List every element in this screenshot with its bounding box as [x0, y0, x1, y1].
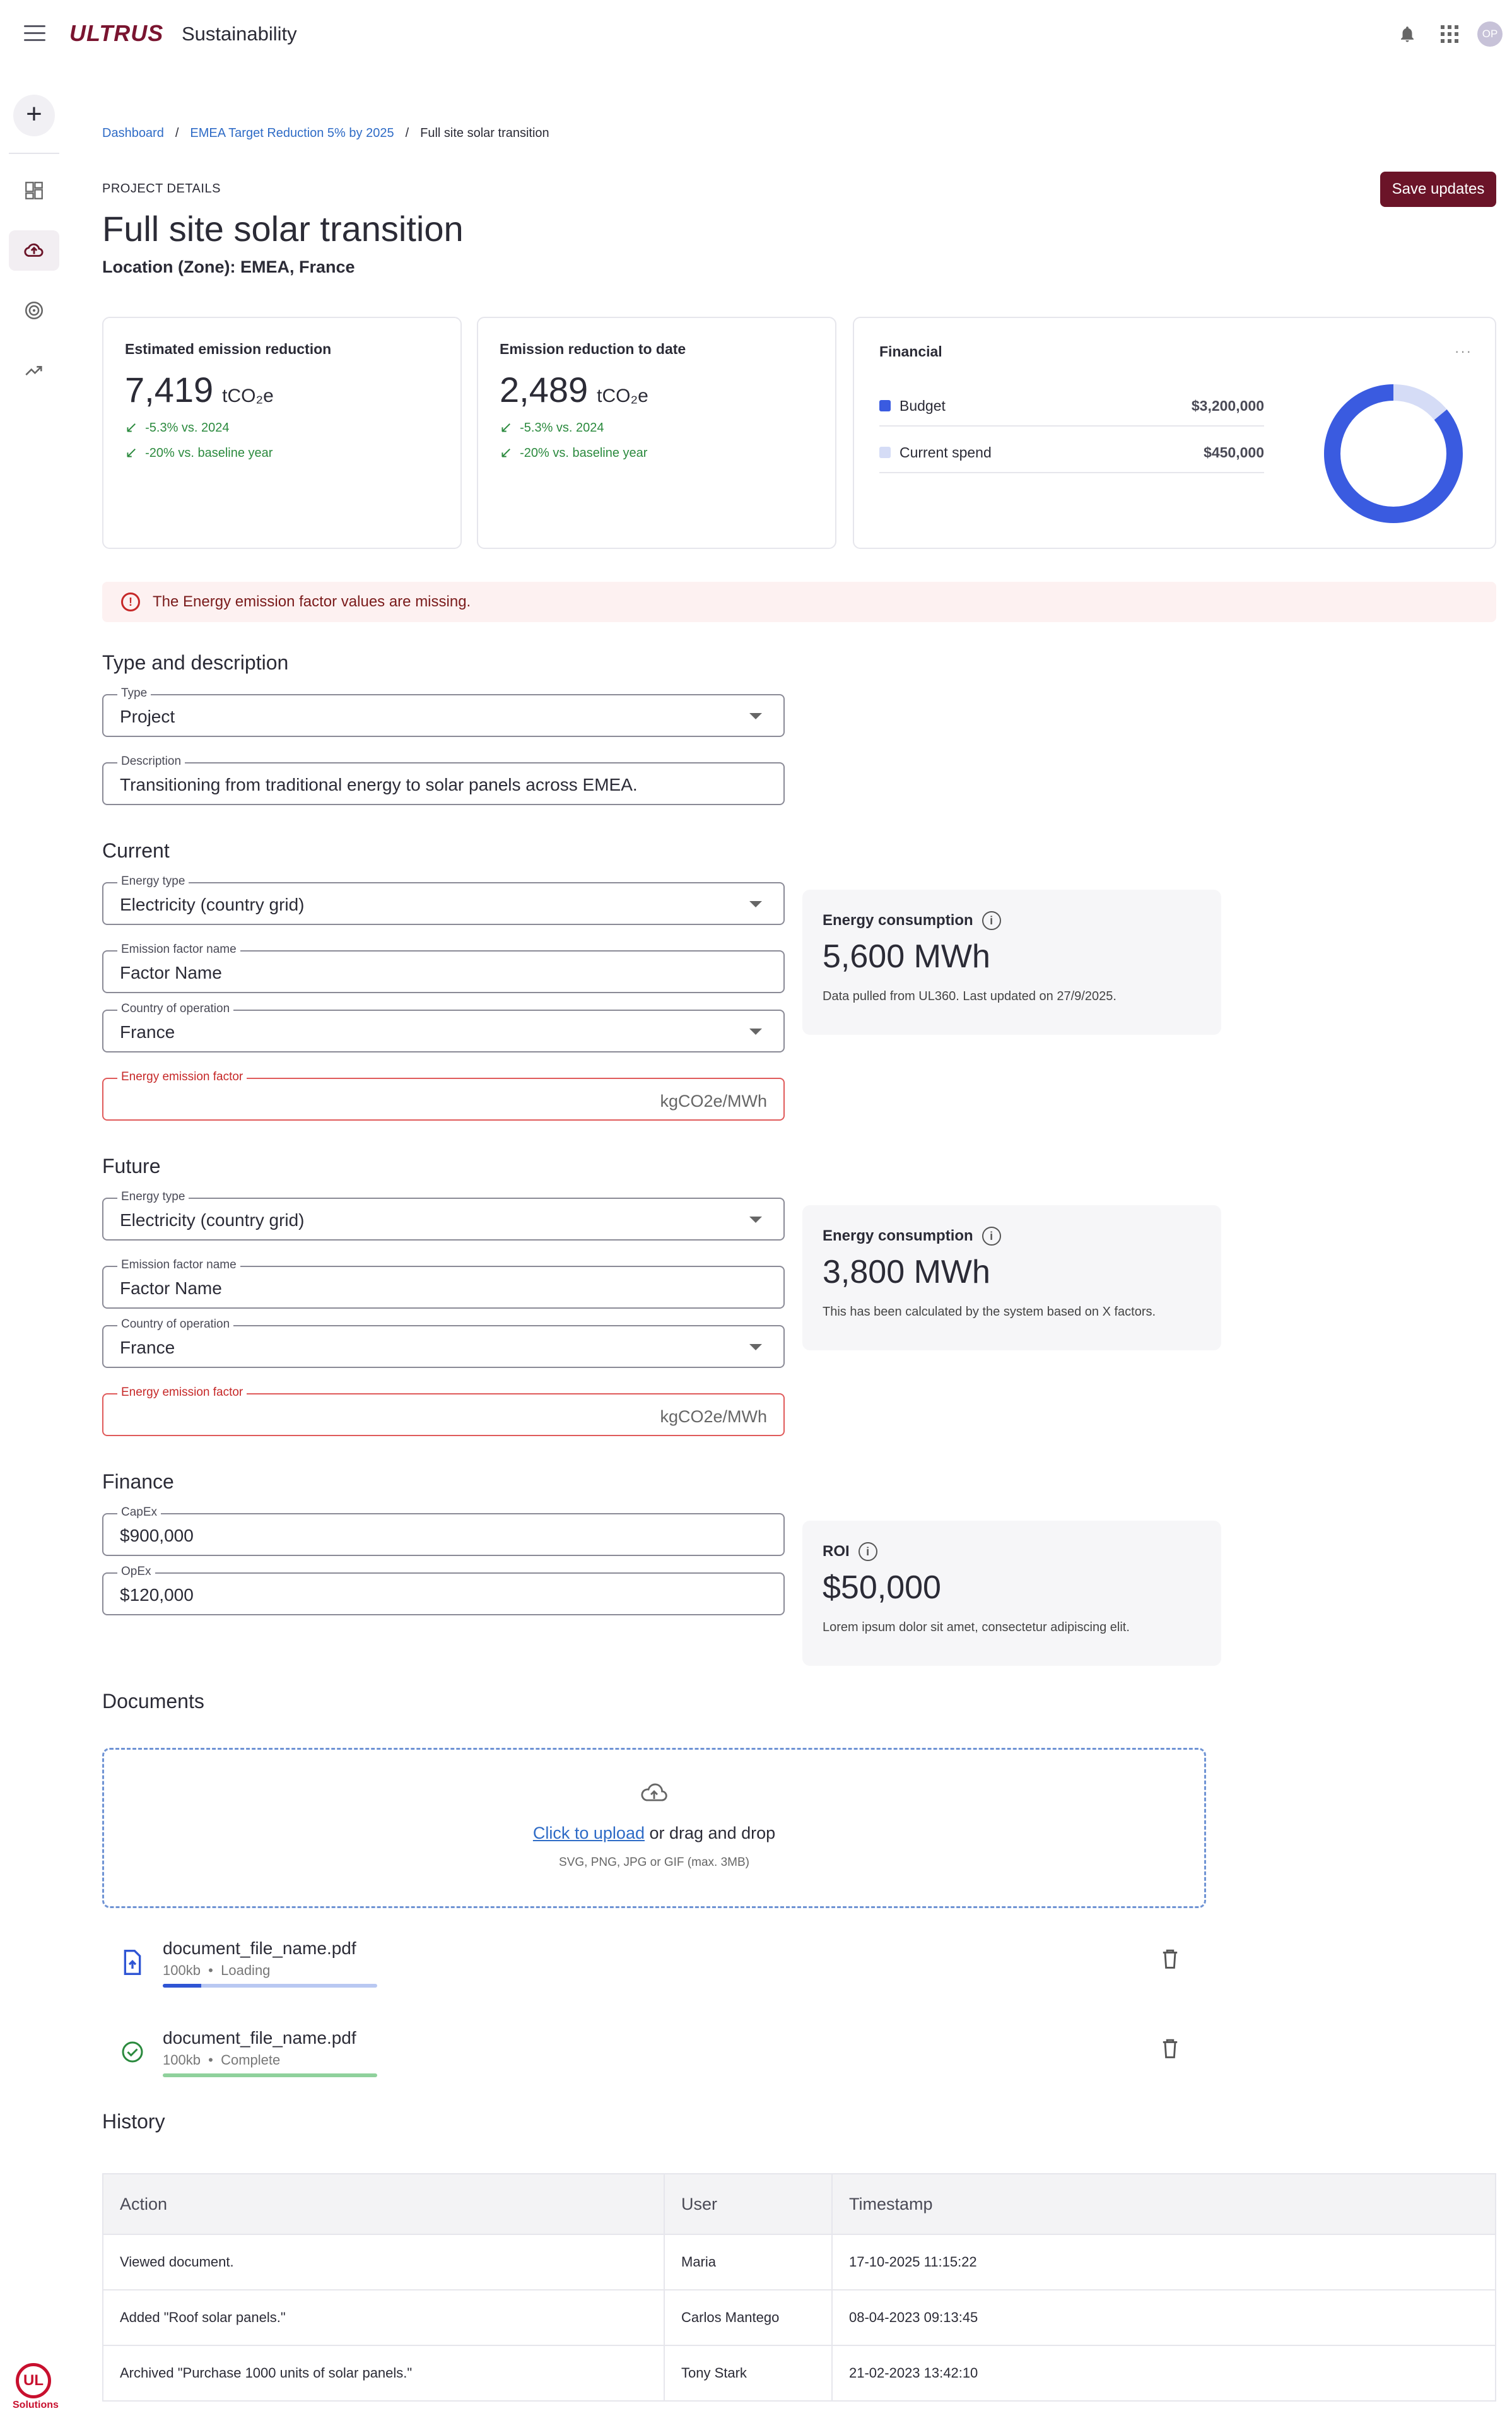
current-spend-row: Current spend $450,000: [879, 433, 1264, 473]
info-icon[interactable]: i: [982, 911, 1001, 930]
delete-icon[interactable]: [1162, 1948, 1178, 1969]
upload-progress-bar: [163, 1984, 377, 1988]
reduction-to-date-card: [477, 317, 836, 549]
metric-unit: tCO₂e: [222, 386, 274, 406]
trend-down-icon: ↙: [500, 444, 513, 461]
future-country-select[interactable]: Country of operation France: [102, 1325, 785, 1368]
financial-card: [853, 317, 1496, 549]
file-upload-icon: [121, 1950, 144, 1975]
current-country-select[interactable]: Country of operation France: [102, 1010, 785, 1052]
add-button[interactable]: +: [13, 95, 55, 136]
column-header: Action: [103, 2174, 664, 2234]
metric-title: Emission reduction to date: [500, 341, 686, 357]
top-bar: [0, 0, 1512, 69]
trend-down-icon: ↙: [125, 419, 138, 436]
file-meta: 100kb • Loading: [163, 1962, 271, 1978]
trend-row: ↙ -20% vs. baseline year: [125, 444, 273, 461]
file-item: [102, 2025, 1206, 2095]
column-header: User: [664, 2174, 832, 2234]
cloud-upload-icon: [639, 1780, 669, 1805]
error-icon: !: [121, 592, 140, 611]
financial-title: Financial: [879, 343, 942, 360]
current-emission-factor-field[interactable]: Energy emission factor kgCO2e/MWh: [102, 1078, 785, 1121]
user-avatar[interactable]: OP: [1477, 21, 1503, 47]
history-section-title: History: [102, 2110, 165, 2133]
roi-value: $50,000: [823, 1569, 941, 1606]
breadcrumb-separator: /: [405, 126, 409, 140]
financial-donut-chart: [1321, 381, 1466, 526]
missing-values-alert: ! The Energy emission factor values are missing.: [102, 582, 1496, 622]
page-eyebrow: PROJECT DETAILS: [102, 182, 221, 196]
metric-unit: tCO₂e: [597, 386, 648, 406]
target-nav-icon[interactable]: [9, 290, 59, 331]
current-consumption-panel: Energy consumption i 5,600 MWh Data pulled from UL360. Last updated on 27/9/2025.: [802, 890, 1221, 1035]
upload-progress-bar: [163, 2073, 377, 2077]
dashboard-nav-icon[interactable]: [9, 170, 59, 211]
delete-icon[interactable]: [1162, 2038, 1178, 2058]
rail-divider: [9, 153, 59, 154]
hamburger-menu-icon[interactable]: [24, 25, 45, 42]
consumption-note: This has been calculated by the system based on X factors.: [823, 1305, 1156, 1319]
chevron-down-icon: [749, 713, 762, 719]
cloud-upload-nav-icon[interactable]: [9, 230, 59, 271]
future-factor-name-field[interactable]: Emission factor name Factor Name: [102, 1266, 785, 1309]
product-name: Sustainability: [182, 23, 297, 45]
consumption-value: 3,800 MWh: [823, 1254, 990, 1290]
trend-row: ↙ -20% vs. baseline year: [500, 444, 648, 461]
breadcrumb-current: Full site solar transition: [420, 126, 549, 140]
file-item: [102, 1936, 1206, 2005]
table-row: Added "Roof solar panels." Carlos Mantego 08-04-2023 09:13:45: [103, 2290, 1496, 2345]
opex-field[interactable]: OpEx $120,000: [102, 1572, 785, 1615]
trend-down-icon: ↙: [125, 444, 138, 461]
left-nav-rail: [0, 69, 68, 2423]
finance-section-title: Finance: [102, 1470, 174, 1493]
file-name: document_file_name.pdf: [163, 1938, 356, 1958]
check-circle-icon: [121, 2039, 144, 2065]
breadcrumb-dashboard[interactable]: Dashboard: [102, 126, 164, 140]
brand-logo: ULTRUS: [69, 20, 164, 46]
upload-hint: SVG, PNG, JPG or GIF (max. 3MB): [559, 1856, 749, 1869]
type-section-title: Type and description: [102, 651, 289, 674]
consumption-value: 5,600 MWh: [823, 938, 990, 975]
description-field[interactable]: Description Transitioning from traditional energy to solar panels across EMEA.: [102, 762, 785, 805]
page-title: Full site solar transition: [102, 209, 464, 249]
current-energy-type-select[interactable]: Energy type Electricity (country grid): [102, 882, 785, 925]
apps-grid-icon[interactable]: [1441, 25, 1458, 43]
chevron-down-icon: [749, 1344, 762, 1350]
type-select[interactable]: Type Project: [102, 694, 785, 737]
capex-field[interactable]: CapEx $900,000: [102, 1513, 785, 1556]
info-icon[interactable]: i: [982, 1227, 1001, 1246]
chevron-down-icon: [749, 1217, 762, 1223]
trend-down-icon: ↙: [500, 419, 513, 436]
table-row: Archived "Purchase 1000 units of solar panels." Tony Stark 21-02-2023 13:42:10: [103, 2345, 1496, 2401]
trend-row: ↙ -5.3% vs. 2024: [125, 419, 230, 436]
metric-value: 7,419 tCO₂e: [125, 370, 274, 410]
file-dropzone[interactable]: Click to upload or drag and drop SVG, PNG, JPG or GIF (max. 3MB): [102, 1748, 1206, 1908]
breadcrumb-target[interactable]: EMEA Target Reduction 5% by 2025: [190, 126, 394, 140]
chevron-down-icon: [749, 901, 762, 907]
trend-row: ↙ -5.3% vs. 2024: [500, 419, 604, 436]
project-location: Location (Zone): EMEA, France: [102, 257, 355, 276]
notifications-bell-icon[interactable]: [1398, 24, 1417, 44]
trending-up-nav-icon[interactable]: [9, 350, 59, 391]
info-icon[interactable]: i: [859, 1542, 877, 1561]
future-section-title: Future: [102, 1155, 161, 1177]
table-row: Viewed document. Maria 17-10-2025 11:15:22: [103, 2234, 1496, 2290]
ul-solutions-logo: UL Solutions: [13, 2363, 54, 2411]
documents-section-title: Documents: [102, 1690, 204, 1713]
history-table: [102, 2173, 1496, 2402]
budget-legend-swatch: [879, 400, 891, 411]
consumption-note: Data pulled from UL360. Last updated on 27/9/2025.: [823, 989, 1116, 1003]
column-header: Timestamp: [832, 2174, 1496, 2234]
future-energy-type-select[interactable]: Energy type Electricity (country grid): [102, 1198, 785, 1241]
estimated-reduction-card: [102, 317, 462, 549]
more-options-icon[interactable]: ···: [1455, 343, 1472, 359]
future-consumption-panel: Energy consumption i 3,800 MWh This has been calculated by the system based on X factors.: [802, 1205, 1221, 1350]
file-name: document_file_name.pdf: [163, 2028, 356, 2048]
metric-value: 2,489 tCO₂e: [500, 370, 648, 410]
breadcrumb: [102, 126, 1496, 141]
file-meta: 100kb • Complete: [163, 2052, 281, 2068]
metric-title: Estimated emission reduction: [125, 341, 332, 357]
current-factor-name-field[interactable]: Emission factor name Factor Name: [102, 950, 785, 993]
main-content: [102, 126, 1496, 2381]
roi-panel: ROI i $50,000 Lorem ipsum dolor sit amet, consectetur adipiscing elit.: [802, 1521, 1221, 1666]
spend-legend-swatch: [879, 447, 891, 458]
breadcrumb-separator: /: [175, 126, 179, 140]
budget-row: Budget $3,200,000: [879, 386, 1264, 427]
click-to-upload-link[interactable]: Click to upload: [532, 1824, 645, 1842]
save-updates-button[interactable]: Save updates: [1380, 172, 1496, 207]
chevron-down-icon: [749, 1029, 762, 1035]
future-emission-factor-field[interactable]: Energy emission factor kgCO2e/MWh: [102, 1393, 785, 1436]
roi-note: Lorem ipsum dolor sit amet, consectetur adipiscing elit.: [823, 1620, 1130, 1634]
current-section-title: Current: [102, 839, 170, 862]
